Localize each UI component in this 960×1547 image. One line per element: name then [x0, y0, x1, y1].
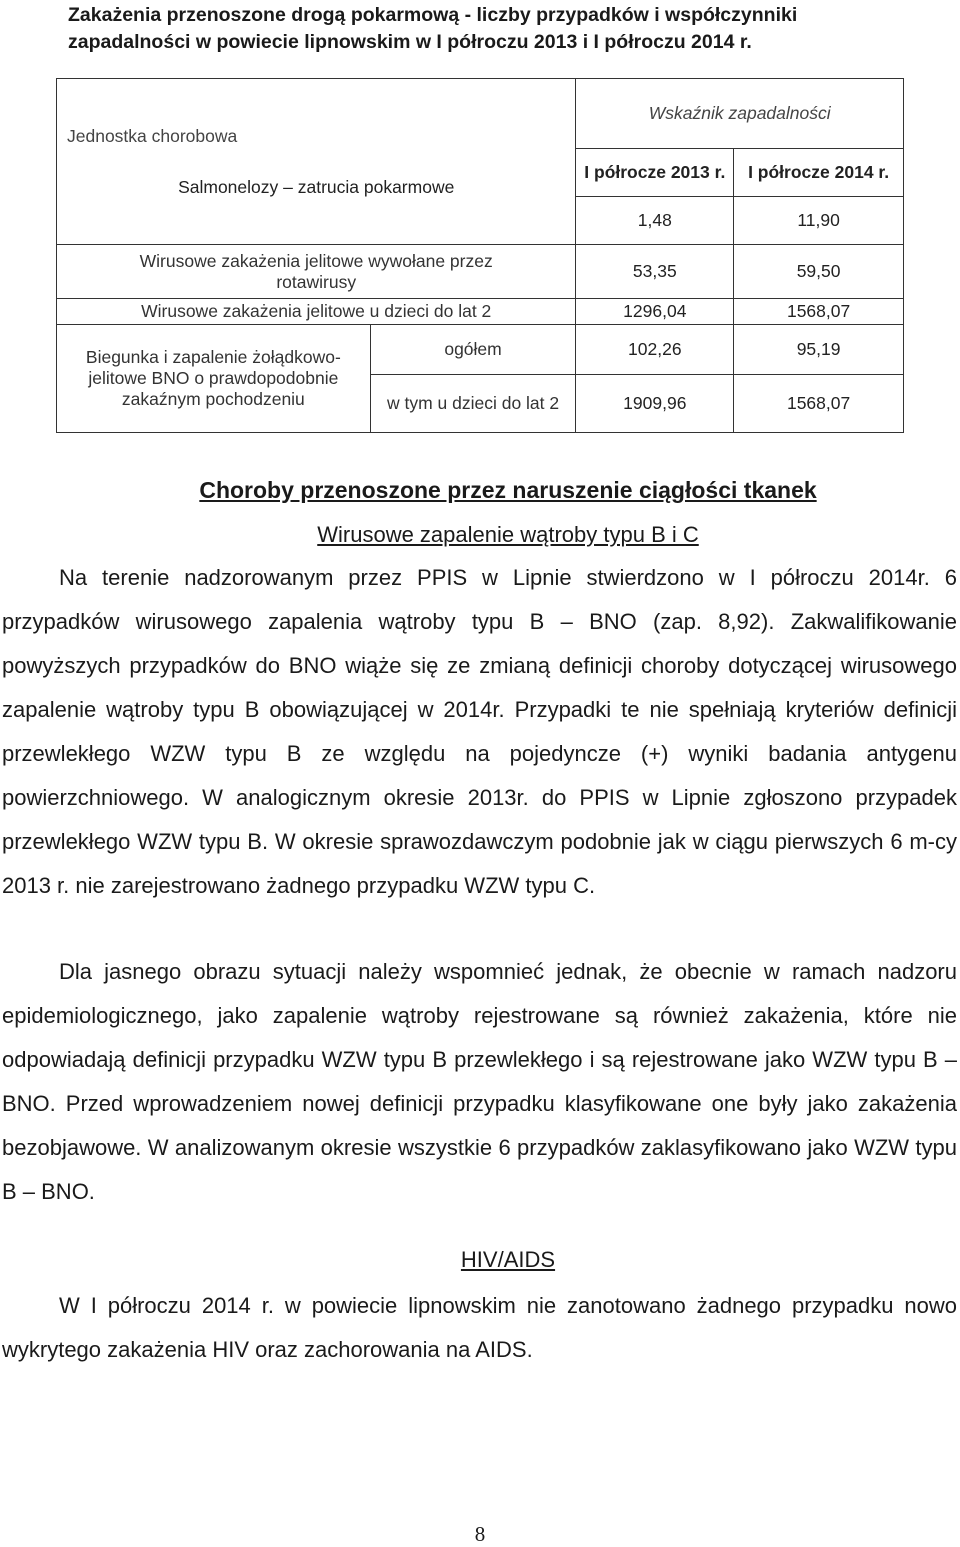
cell-rotavirus-2014: 59,50	[734, 245, 904, 299]
paragraph-hepatitis	[2, 556, 957, 908]
row-diarrhea-total-label: ogółem	[370, 325, 576, 375]
table-row	[57, 245, 904, 299]
title-line-1: Zakażenia przenoszone drogą pokarmową - liczby przypadków i współczynniki	[68, 4, 798, 26]
cell-rotavirus-2013: 53,35	[576, 245, 734, 299]
paragraph-hiv	[2, 1284, 957, 1372]
row-diarrhea-label: Biegunka i zapalenie żołądkowo-jelitowe BNO o prawdopodobnie zakaźnym pochodzeniu	[57, 325, 371, 433]
paragraph-clarification-text: Dla jasnego obrazu sytuacji należy wspomnieć jednak, że obecnie w ramach nadzoru epidemiologicznego, jako zapalenie wątroby rejestrowane są również zakażenia, które nie odpowiadają definicji przypadku WZW typu B przewlekłego i są rejestrowane jako WZW typu B – BNO. Przed wprowadzeniem nowej definicji przypadku klasyfikowane one były jako zakażenia bezobjawowe. W analizowanym okresie wszystkie 6 przypadków zaklasyfikowano jako WZW typu B – BNO.	[2, 959, 957, 1204]
cell-diarrhea-children-2013: 1909,96	[576, 375, 734, 433]
row-rotavirus-label: Wirusowe zakażenia jelitowe wywołane przez rotawirusy	[57, 245, 576, 299]
subsection-title: Wirusowe zapalenie wątroby typu B i C	[317, 522, 699, 547]
cell-diarrhea-total-2013: 102,26	[576, 325, 734, 375]
row-children-label: Wirusowe zakażenia jelitowe u dzieci do lat 2	[57, 299, 576, 325]
page-number: 8	[474, 1522, 486, 1546]
paragraph-hiv-text: W I półroczu 2014 r. w powiecie lipnowskim nie zanotowano żadnego przypadku nowo wykrytego zakażenia HIV oraz zachorowania na AIDS.	[2, 1293, 957, 1362]
paragraph-clarification	[2, 950, 957, 1214]
header-col-2014: I półrocze 2014 r.	[734, 149, 904, 197]
header-unit-cell	[57, 79, 576, 245]
document-title	[68, 2, 938, 56]
cell-salmonella-2013: 1,48	[576, 197, 734, 245]
hiv-title: HIV/AIDS	[460, 1247, 556, 1272]
header-rate-label: Wskaźnik zapadalności	[576, 79, 904, 149]
paragraph-hepatitis-text: Na terenie nadzorowanym przez PPIS w Lipnie stwierdzono w I półroczu 2014r. 6 przypadków wirusowego zapalenia wątroby typu B – BNO (zap. 8,92). Zakwalifikowanie powyższych przypadków do BNO wiąże się ze zmianą definicji choroby dotyczącej wirusowego zapalenie wątroby typu B obowiązującej w 2014r. Przypadki te nie spełniają kryteriów definicji przewlekłego WZW typu B ze względu na pojedyncze (+) wyniki badania antygenu powierzchniowego. W analogicznym okresie 2013r. do PPIS w Lipnie zgłoszono przypadek przewlekłego WZW typu B. W okresie sprawozdawczym podobnie jak w ciągu pierwszych 6 m-cy 2013 r. nie zarejestrowano żadnego przypadku WZW typu C.	[2, 565, 957, 898]
cell-children-2014: 1568,07	[734, 299, 904, 325]
title-line-2: zapadalności w powiecie lipnowskim w I półroczu 2013 i I półroczu 2014 r.	[68, 31, 752, 53]
cell-children-2013: 1296,04	[576, 299, 734, 325]
incidence-table	[56, 78, 904, 433]
table-row	[57, 299, 904, 325]
section-title: Choroby przenoszone przez naruszenie ciągłości tkanek	[199, 477, 817, 503]
header-unit-label: Jednostka chorobowa	[67, 125, 238, 146]
cell-salmonella-2014: 11,90	[734, 197, 904, 245]
table-row	[57, 325, 904, 375]
header-col-2013: I półrocze 2013 r.	[576, 149, 734, 197]
cell-diarrhea-children-2014: 1568,07	[734, 375, 904, 433]
cell-diarrhea-total-2014: 95,19	[734, 325, 904, 375]
row-diarrhea-children-label: w tym u dzieci do lat 2	[370, 375, 576, 433]
row-salmonella-label: Salmonelozy – zatrucia pokarmowe	[178, 176, 455, 197]
